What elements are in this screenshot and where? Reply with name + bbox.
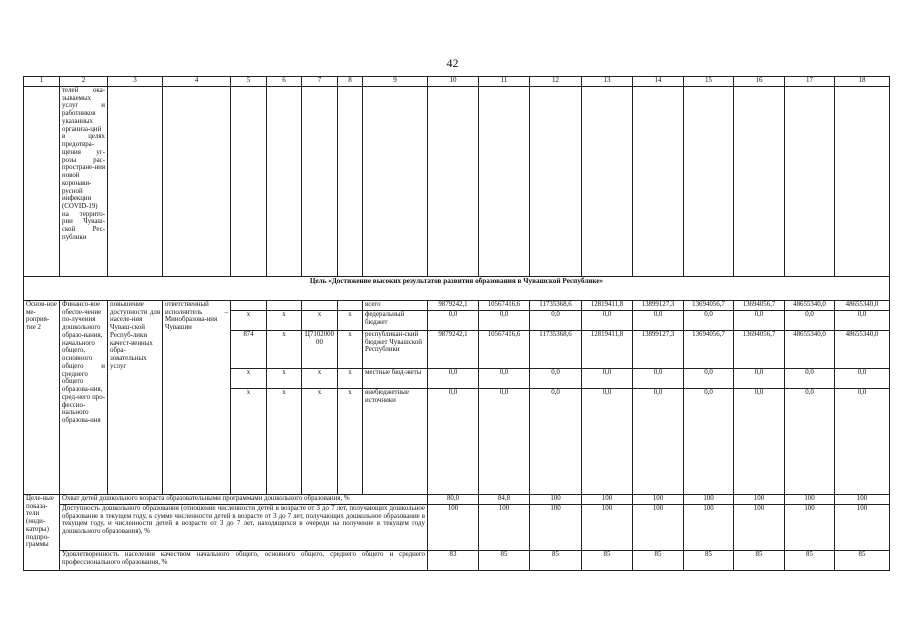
fin-row-extrabudget: x x x x внебюджетные источники 0,0 0,0 0,0 0,0 0,0 0,0 0,0 0,0 0,0 bbox=[24, 389, 890, 495]
continuation-row bbox=[24, 87, 890, 277]
fin-row-federal: x x x x федеральный бюджет 0,0 0,0 0,0 0,0 0,0 0,0 0,0 0,0 0,0 bbox=[24, 311, 890, 331]
col-header: 5 bbox=[231, 77, 267, 87]
fin-row-total: Основ-ное ме-роприя-тие 2 Финансо-вое обеспе-чение по-лучения дошкольного образо-вания, начального общего, основного общего и среднего общего образова-ния, сред-него про-фессио-нального образова-ния повышение доступности для населе-ния Чуваш-ской Респуб-лики качест-венных обра-зовательных услуг ответственный исполнитель – Минобразова-ния Чувашии всего 9879242,1 10567416,6 11735368,6 12819411,8 13899127,3 13694056,7 13694056,7 48655340,0 48655340,0 bbox=[24, 301, 890, 311]
col-header: 18 bbox=[835, 77, 890, 87]
funding-source: местные бюд-жеты bbox=[363, 369, 428, 389]
fin-row-local: x x x x местные бюд-жеты 0,0 0,0 0,0 0,0 0,0 0,0 0,0 0,0 0,0 bbox=[24, 369, 890, 389]
indicator-row: Доступность дошкольного образования (отношение численности детей в возрасте от 3 до 7 лет, получающих дошкольное образование в текущем году, к сумме численности детей в возрасте от 3 до 7 лет, получающих дошкольное образование в текущем году, и численности детей в возрасте от 3 до 7 лет, находящихся в очереди на получение в текущем году дошкольного образования), % 100 100 100 100 100 100 100 100 100 bbox=[24, 505, 890, 551]
col-header: 13 bbox=[582, 77, 633, 87]
col-header: 6 bbox=[267, 77, 302, 87]
activity-number: Основ-ное ме-роприя-тие 2 bbox=[24, 301, 60, 495]
col-header: 12 bbox=[530, 77, 582, 87]
col-header: 7 bbox=[302, 77, 338, 87]
col-header: 16 bbox=[734, 77, 785, 87]
header-row bbox=[24, 77, 890, 87]
activity-responsible: ответственный исполнитель – Минобразова-ния Чувашии bbox=[163, 301, 231, 495]
indicator-text: Удовлетворенность населения качеством начального общего, основного общего, среднего общего и среднего профессионального образования, % bbox=[60, 551, 428, 571]
funding-source: федеральный бюджет bbox=[363, 311, 428, 331]
indicator-row: Удовлетворенность населения качеством начального общего, основного общего, среднего общего и среднего профессионального образования, % 83 85 85 85 85 85 85 85 85 bbox=[24, 551, 890, 571]
activity-goal: повышение доступности для населе-ния Чуваш-ской Респуб-лики качест-венных обра-зовательных услуг bbox=[108, 301, 163, 495]
col-header: 10 bbox=[428, 77, 479, 87]
col-header: 11 bbox=[479, 77, 530, 87]
fin-row-republic: 874 x Ц710200000 x республикан-ский бюджет Чувашской Республики 9879242,1 10567416,6 11735368,6 12819411,8 13899127,3 13694056,7 13694056,7 48655340,0 48655340,0 bbox=[24, 331, 890, 369]
indicator-text: Доступность дошкольного образования (отношение численности детей в возрасте от 3 до 7 лет, получающих дошкольное образование в текущем году, к сумме численности детей в возрасте от 3 до 7 лет, получающих дошкольное образование в текущем году, и численности детей в возрасте от 3 до 7 лет, находящихся в очереди на получение в текущем году дошкольного образования), % bbox=[60, 505, 428, 551]
budget-table bbox=[23, 76, 890, 571]
funding-source: республикан-ский бюджет Чувашской Республики bbox=[363, 331, 428, 369]
col-header: 1 bbox=[24, 77, 60, 87]
indicators-label: Целе-вые показа-тели (инди-каторы) подпро-граммы bbox=[24, 495, 60, 571]
page-number: 42 bbox=[446, 56, 459, 70]
funding-source: всего bbox=[363, 301, 428, 311]
col-header: 3 bbox=[108, 77, 163, 87]
col-header: 8 bbox=[338, 77, 363, 87]
funding-source: внебюджетные источники bbox=[363, 389, 428, 495]
indicator-row: Целе-вые показа-тели (инди-каторы) подпро-граммы Охват детей дошкольного возраста образовательными программами дошкольного образования, % 80,0 84,8 100 100 100 100 100 100 100 bbox=[24, 495, 890, 505]
col-header: 4 bbox=[163, 77, 231, 87]
continued-description: телей ока-зываемых услуг и работников указанных организа-ций в целях предотвра-щения уг-розы рас-простране-ния новой коронави-русной инфекции (COVID-19) на террито-рии Чуваш-ской Рес-публики bbox=[60, 87, 108, 277]
goal-row bbox=[24, 277, 890, 301]
col-header: 15 bbox=[684, 77, 734, 87]
col-header: 14 bbox=[633, 77, 684, 87]
activity-name: Финансо-вое обеспе-чение по-лучения дошкольного образо-вания, начального общего, основного общего и среднего общего образова-ния, сред-него про-фессио-нального образова-ния bbox=[60, 301, 108, 495]
indicator-text: Охват детей дошкольного возраста образовательными программами дошкольного образования, % bbox=[60, 495, 428, 505]
goal-title: Цель «Достижение высоких результатов развития образования в Чувашской Республике» bbox=[24, 277, 890, 301]
col-header: 17 bbox=[785, 77, 835, 87]
col-header: 9 bbox=[363, 77, 428, 87]
col-header: 2 bbox=[60, 77, 108, 87]
